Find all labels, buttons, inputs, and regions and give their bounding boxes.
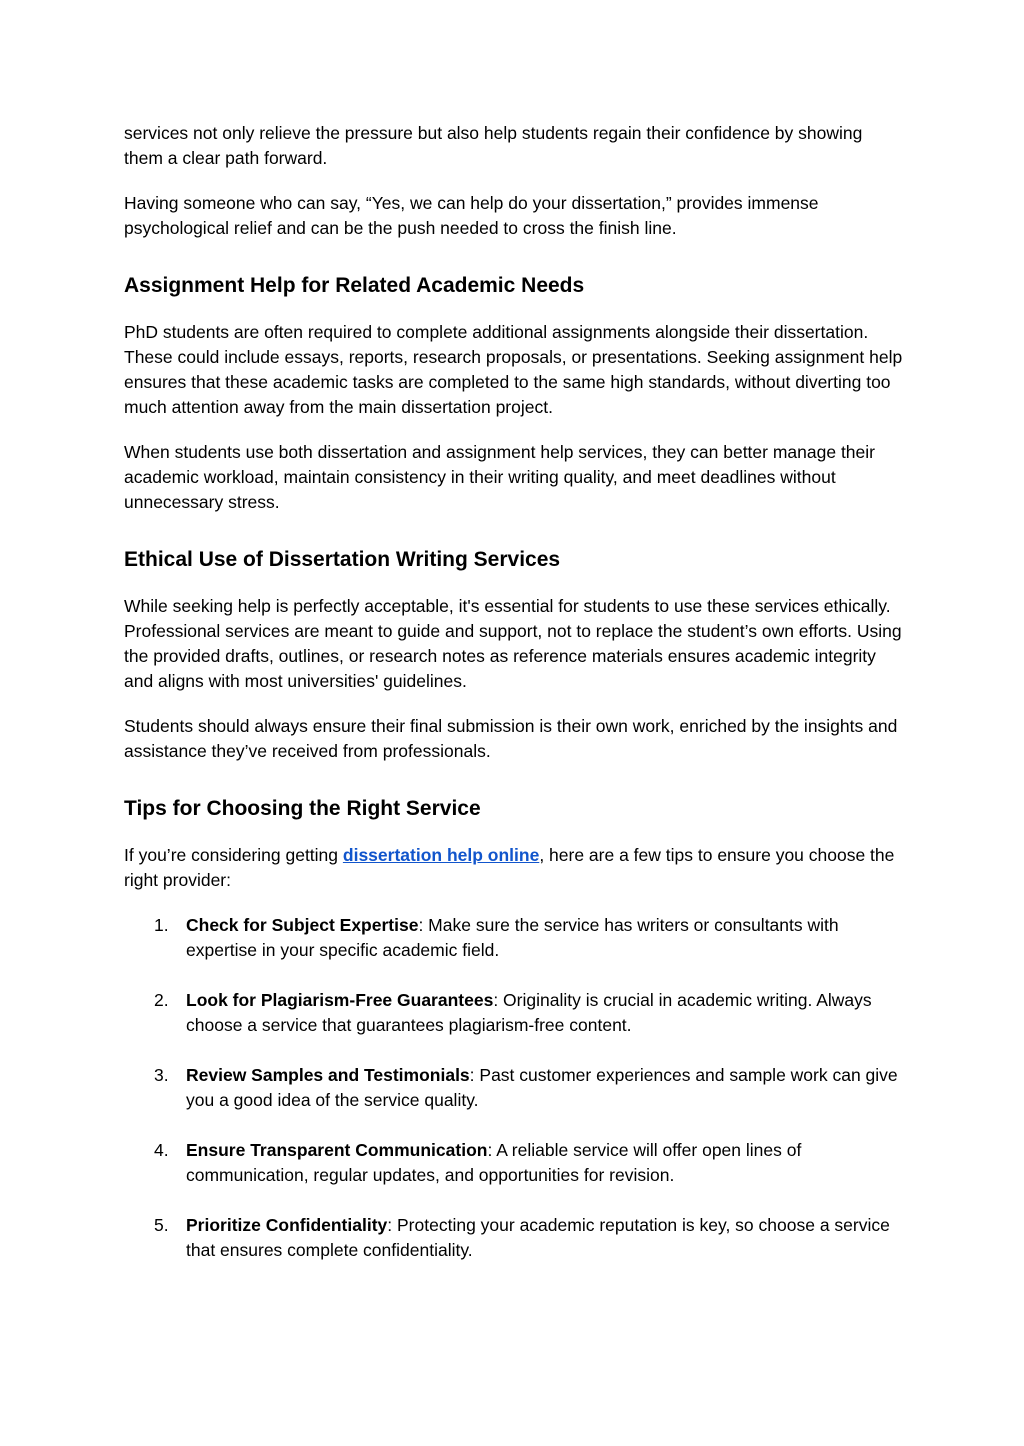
list-item-title: Look for Plagiarism-Free Guarantees bbox=[186, 990, 494, 1010]
ethical-paragraph-2: Students should always ensure their final submission is their own work, enriched by the insights and assistance they’ve received from professionals. bbox=[124, 716, 898, 761]
list-item-text: : Protecting your academic reputation is key, so choose a service that ensures complete confidentiality. bbox=[186, 1215, 890, 1260]
tips-intro-after: , here are a few tips to ensure you choose the right provider: bbox=[124, 845, 895, 890]
assignment-paragraph-1: PhD students are often required to complete additional assignments alongside their dissertation. These could include essays, reports, research proposals, or presentations. Seeking assignment help ensures that these academic tasks are completed to the same high standards, without diverting too much attention away from the main dissertation project. bbox=[124, 322, 903, 417]
tips-intro-paragraph bbox=[124, 843, 904, 893]
list-item-text: : Past customer experiences and sample work can give you a good idea of the service quality. bbox=[186, 1065, 898, 1110]
list-item-number: 1. bbox=[154, 915, 169, 935]
list-item-text: : Make sure the service has writers or consultants with expertise in your specific academic field. bbox=[186, 915, 839, 960]
list-item-title: Review Samples and Testimonials bbox=[186, 1065, 470, 1085]
list-item-number: 3. bbox=[154, 1065, 169, 1085]
list-item-title: Prioritize Confidentiality bbox=[186, 1215, 388, 1235]
tips-list-item bbox=[124, 1138, 904, 1188]
list-item-number: 4. bbox=[154, 1140, 169, 1160]
list-item-title: Check for Subject Expertise bbox=[186, 915, 419, 935]
tips-list-item bbox=[124, 988, 904, 1038]
assignment-paragraph-2: When students use both dissertation and assignment help services, they can better manage their academic workload, maintain consistency in their writing quality, and meet deadlines without unnecessary stress. bbox=[124, 442, 875, 512]
heading-ethical-use: Ethical Use of Dissertation Writing Services bbox=[124, 548, 561, 571]
tips-list-item bbox=[124, 1213, 904, 1263]
tips-list-item bbox=[124, 913, 904, 963]
heading-assignment-help: Assignment Help for Related Academic Needs bbox=[124, 274, 585, 297]
list-item-text: : Originality is crucial in academic writing. Always choose a service that guarantees plagiarism-free content. bbox=[186, 990, 872, 1035]
dissertation-help-online-link[interactable]: dissertation help online bbox=[342, 845, 540, 865]
list-item-number: 2. bbox=[154, 990, 169, 1010]
list-item-text: : A reliable service will offer open lines of communication, regular updates, and opportunities for revision. bbox=[186, 1140, 802, 1185]
list-item-number: 5. bbox=[154, 1215, 169, 1235]
list-item-title: Ensure Transparent Communication bbox=[186, 1140, 488, 1160]
ethical-paragraph-1: While seeking help is perfectly acceptable, it's essential for students to use these services ethically. Professional services are meant to guide and support, not to replace the student’s own efforts. Using the provided drafts, outlines, or research notes as reference materials ensures academic integrity and aligns with most universities' guidelines. bbox=[124, 596, 902, 691]
tips-intro-before: If you’re considering getting bbox=[124, 845, 343, 865]
document-page bbox=[124, 121, 904, 1288]
tips-list-item bbox=[124, 1063, 904, 1113]
tips-list bbox=[124, 913, 904, 1263]
heading-tips: Tips for Choosing the Right Service bbox=[124, 797, 481, 820]
intro-paragraph-2: Having someone who can say, “Yes, we can help do your dissertation,” provides immense psychological relief and can be the push needed to cross the finish line. bbox=[124, 193, 819, 238]
intro-paragraph-1: services not only relieve the pressure but also help students regain their confidence by showing them a clear path forward. bbox=[124, 123, 863, 168]
